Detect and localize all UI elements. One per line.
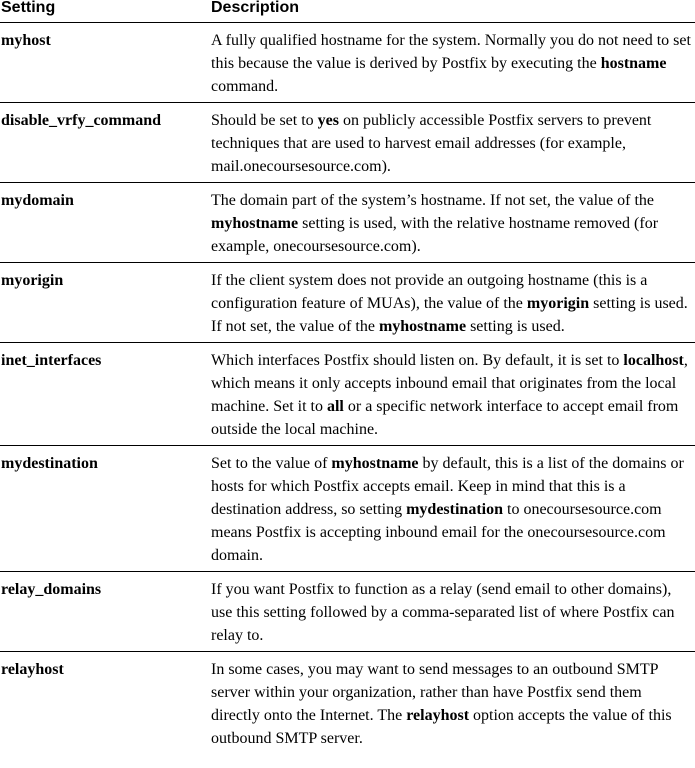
description-keyword: myhostname: [378, 318, 467, 335]
description-text: or a specific network interface to accept email from outside the local machine.: [211, 398, 679, 438]
description-text: option accepts the value of this outbound SMTP server.: [211, 707, 672, 747]
table-row: [0, 446, 695, 572]
table-row: [0, 343, 695, 446]
description-text: If the client system does not provide an outgoing hostname (this is a configuration feature of MUAs), the value of the: [211, 272, 648, 312]
setting-description: [209, 263, 695, 343]
table-row: [0, 263, 695, 343]
table-row: [0, 23, 695, 103]
description-text: to onecoursesource.com means Postfix is accepting inbound email for the onecoursesource.com domain.: [211, 501, 666, 564]
description-keyword: hostname: [600, 55, 667, 72]
setting-description: [209, 572, 695, 652]
description-keyword: all: [326, 398, 344, 415]
table-row: [0, 572, 695, 652]
table-row: [0, 652, 695, 755]
header-row: [0, 0, 695, 23]
setting-description: [209, 446, 695, 572]
description-keyword: myorigin: [526, 295, 590, 312]
description-text: setting is used, with the relative hostname removed (for example, onecoursesource.com).: [211, 215, 659, 255]
setting-name: myorigin: [1, 272, 64, 289]
description-keyword: mydestination: [406, 501, 503, 518]
settings-body: [0, 23, 695, 755]
description-text: The domain part of the system’s hostname. If not set, the value of the: [211, 192, 654, 209]
description-text: Which interfaces Postfix should listen on. By default, it is set to: [211, 352, 624, 369]
description-text: In some cases, you may want to send messages to an outbound SMTP server within your organization, rather than have Postfix send them directly onto the Internet. The: [211, 661, 658, 724]
setting-description: [209, 23, 695, 103]
setting-name: mydomain: [1, 192, 74, 209]
table-row: [0, 103, 695, 183]
description-keyword: myhostname: [211, 215, 299, 232]
setting-description: [209, 652, 695, 755]
description-text: If you want Postfix to function as a relay (send email to other domains), use this setting followed by a comma-separated list of where Postfix can relay to.: [211, 581, 675, 644]
description-keyword: relayhost: [406, 707, 470, 724]
description-text: , which means it only accepts inbound email that originates from the local machine. Set it to: [211, 352, 688, 415]
description-text: A fully qualified hostname for the system. Normally you do not need to set this because the value is derived by Postfix by executing the: [211, 32, 691, 72]
description-text: setting is used.: [466, 318, 565, 335]
description-text: by default, this is a list of the domains or hosts for which Postfix accepts email. Keep in mind that this is a destination address, so setting: [211, 455, 684, 518]
description-text: setting is used. If not set, the value of the: [211, 295, 688, 335]
description-text: on publicly accessible Postfix servers to prevent techniques that are used to harvest email addresses (for example, mail.onecoursesource.com).: [211, 112, 652, 175]
description-keyword: myhostname: [331, 455, 419, 472]
table-row: [0, 183, 695, 263]
description-keyword: yes: [317, 112, 339, 129]
setting-name: disable_vrfy_command: [1, 112, 161, 129]
setting-description: [209, 103, 695, 183]
description-column-header: Description: [211, 0, 300, 16]
setting-description: [209, 343, 695, 446]
setting-description: [209, 183, 695, 263]
setting-column-header: Setting: [1, 0, 56, 16]
setting-name: mydestination: [1, 455, 98, 472]
description-text: command.: [211, 78, 279, 95]
setting-name: inet_interfaces: [1, 352, 102, 369]
description-text: Set to the value of: [211, 455, 332, 472]
setting-name: relay_domains: [1, 581, 102, 598]
description-keyword: localhost: [623, 352, 684, 369]
description-text: Should be set to: [211, 112, 318, 129]
setting-name: relayhost: [1, 661, 64, 678]
setting-name: myhost: [1, 32, 51, 49]
